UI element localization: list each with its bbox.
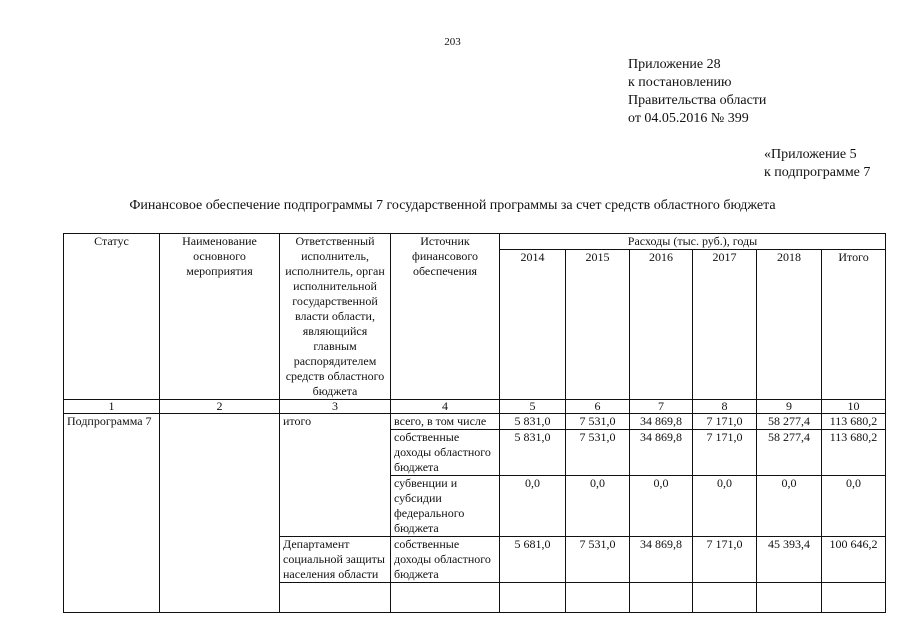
value-cell: 5 831,0 (500, 430, 566, 476)
header-year: 2014 (500, 250, 566, 400)
value-cell: 0,0 (500, 476, 566, 537)
value-cell: 5 831,0 (500, 414, 566, 430)
empty-cell (280, 583, 391, 613)
total-cell: 0,0 (822, 476, 886, 537)
value-cell: 7 171,0 (693, 414, 757, 430)
executor-cell: Департамент социальной защиты населения области (280, 537, 391, 583)
header-row (64, 234, 886, 250)
column-number: 5 (500, 400, 566, 414)
appendix-line: Правительства области (628, 93, 767, 108)
column-number: 9 (757, 400, 822, 414)
total-cell: 113 680,2 (822, 414, 886, 430)
empty-cell (757, 583, 822, 613)
total-cell: 100 646,2 (822, 537, 886, 583)
header-expenses: Расходы (тыс. руб.), годы (500, 234, 886, 250)
value-cell: 34 869,8 (630, 414, 693, 430)
column-number: 8 (693, 400, 757, 414)
value-cell: 0,0 (757, 476, 822, 537)
document-title: Финансовое обеспечение подпрограммы 7 государственной программы за счет средств областного бюджета (129, 198, 776, 213)
value-cell: 7 531,0 (566, 537, 630, 583)
value-cell: 34 869,8 (630, 537, 693, 583)
header-measure: Наименование основного мероприятия (160, 234, 280, 400)
appendix-line: «Приложение 5 (764, 147, 857, 162)
value-cell: 58 277,4 (757, 430, 822, 476)
value-cell: 5 681,0 (500, 537, 566, 583)
value-cell: 7 531,0 (566, 414, 630, 430)
column-number: 7 (630, 400, 693, 414)
value-cell: 58 277,4 (757, 414, 822, 430)
empty-cell (693, 583, 757, 613)
value-cell: 45 393,4 (757, 537, 822, 583)
header-year: 2017 (693, 250, 757, 400)
column-number: 1 (64, 400, 160, 414)
appendix-line: к подпрограмме 7 (764, 165, 871, 180)
empty-cell (391, 583, 500, 613)
empty-cell (630, 583, 693, 613)
header-total: Итого (822, 250, 886, 400)
appendix-line: к постановлению (628, 75, 732, 90)
appendix-line: Приложение 28 (628, 57, 721, 72)
empty-cell (822, 583, 886, 613)
column-number-row (64, 400, 886, 414)
value-cell: 0,0 (566, 476, 630, 537)
value-cell: 7 171,0 (693, 430, 757, 476)
header-year: 2016 (630, 250, 693, 400)
empty-cell (566, 583, 630, 613)
page-number: 203 (444, 36, 461, 48)
appendix-line: от 04.05.2016 № 399 (628, 111, 749, 126)
header-year: 2015 (566, 250, 630, 400)
header-status: Статус (64, 234, 160, 400)
value-cell: 34 869,8 (630, 430, 693, 476)
empty-cell (500, 583, 566, 613)
source-cell: собственные доходы областного бюджета (391, 430, 500, 476)
header-year: 2018 (757, 250, 822, 400)
value-cell: 0,0 (630, 476, 693, 537)
column-number: 3 (280, 400, 391, 414)
table-row (64, 414, 886, 430)
value-cell: 7 171,0 (693, 537, 757, 583)
total-cell: 113 680,2 (822, 430, 886, 476)
column-number: 10 (822, 400, 886, 414)
status-cell: Подпрограмма 7 (64, 414, 160, 613)
source-cell: всего, в том числе (391, 414, 500, 430)
subprogram-appendix-reference (764, 146, 870, 182)
appendix-reference (628, 56, 766, 128)
value-cell: 0,0 (693, 476, 757, 537)
source-cell: субвенции и субсидии федерального бюджета (391, 476, 500, 537)
column-number: 2 (160, 400, 280, 414)
column-number: 6 (566, 400, 630, 414)
financing-table (63, 233, 886, 613)
header-source: Источник финансового обеспечения (391, 234, 500, 400)
measure-cell (160, 414, 280, 613)
source-cell: собственные доходы областного бюджета (391, 537, 500, 583)
header-executor: Ответственный исполнитель, исполнитель, орган исполнительной государственной власти области, являющийся главным распорядителем средств областного бюджета (280, 234, 391, 400)
column-number: 4 (391, 400, 500, 414)
value-cell: 7 531,0 (566, 430, 630, 476)
executor-cell: итого (280, 414, 391, 537)
